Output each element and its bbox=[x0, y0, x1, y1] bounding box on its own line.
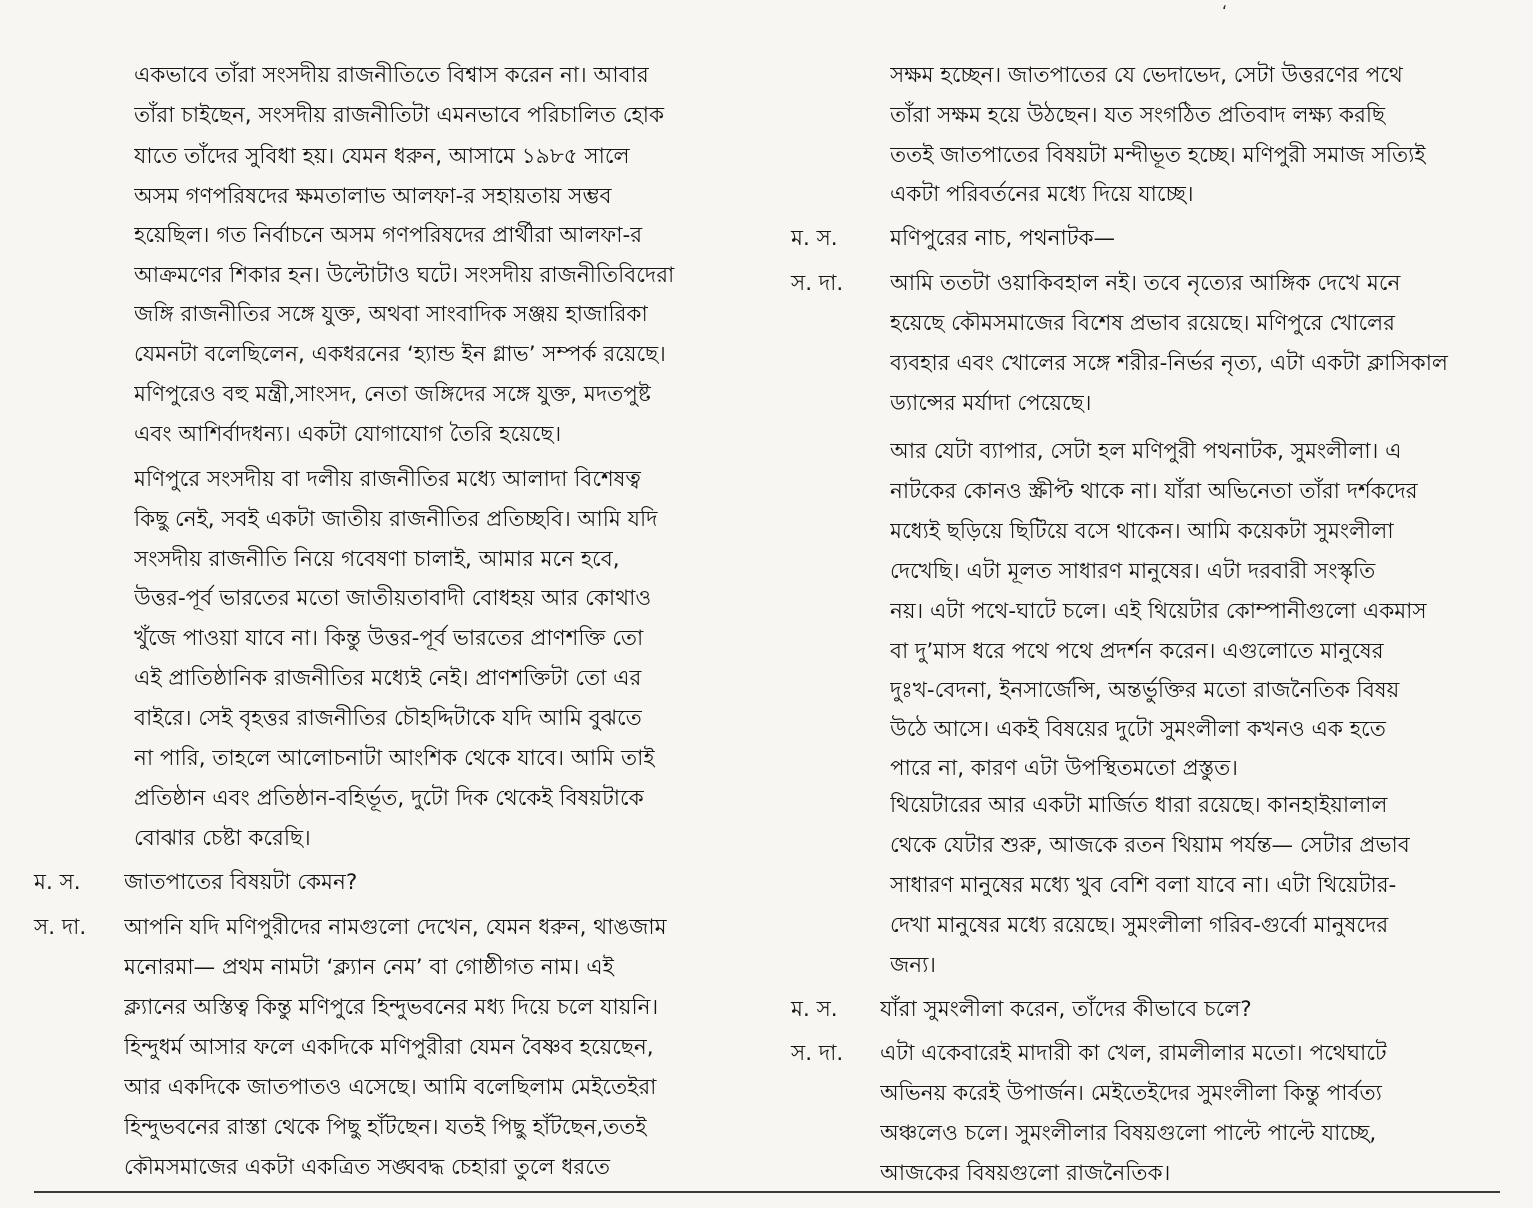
text-line: ড্যান্সের মর্যাদা পেয়েছে। bbox=[890, 391, 1092, 416]
text-line: যেমনটা বলেছিলেন, একধরনের ‘হ্যান্ড ইন গ্লাভ’ সম্পর্ক রয়েছে। bbox=[134, 342, 666, 367]
bottom-rule bbox=[34, 1191, 1500, 1193]
text-line: মণিপুরের নাচ, পথনাটক— bbox=[890, 226, 1115, 251]
text-line: এবং আশির্বাদধন্য। একটা যোগাযোগ তৈরি হয়েছে। bbox=[134, 422, 562, 447]
text-line: আপনি যদি মণিপুরীদের নামগুলো দেখেন, যেমন ধরুন, থাঙজাম bbox=[124, 915, 667, 940]
speaker-label: স. দা. bbox=[791, 271, 844, 296]
text-line: তাঁরা সক্ষম হয়ে উঠছেন। যত সংগঠিত প্রতিবাদ লক্ষ্য করছি bbox=[890, 103, 1386, 128]
text-line: হিন্দুভবনের রাস্তা থেকে পিছু হাঁটছেন। যতই পিছু হাঁটছেন,ততই bbox=[124, 1115, 647, 1140]
text-line: সাধারণ মানুষের মধ্যে খুব বেশি বলা যাবে না। এটা থিয়েটার- bbox=[890, 873, 1397, 898]
text-line: আর একদিকে জাতপাতও এসেছে। আমি বলেছিলাম মেইতেইরা bbox=[124, 1075, 657, 1100]
text-line: নাটকের কোনও স্ক্রীপ্ট থাকে না। যাঁরা অভিনেতা তাঁরা দর্শকদের bbox=[890, 479, 1418, 504]
text-line: বোঝার চেষ্টা করেছি। bbox=[134, 826, 311, 851]
text-line: থেকে যেটার শুরু, আজকে রতন থিয়াম পর্যন্ত— সেটার প্রভাব bbox=[890, 833, 1410, 858]
text-line: কিছু নেই, সবই একটা জাতীয় রাজনীতির প্রতিচ্ছবি। আমি যদি bbox=[134, 507, 658, 532]
text-line: জঙ্গি রাজনীতির সঙ্গে যুক্ত, অথবা সাংবাদিক সঞ্জয় হাজারিকা bbox=[134, 302, 648, 327]
text-line: ব্যবহার এবং খোলের সঙ্গে শরীর-নির্ভর নৃত্য, এটা একটা ক্লাসিকাল bbox=[890, 351, 1448, 376]
speaker-label: ম. স. bbox=[791, 997, 838, 1022]
text-line: তাঁরা চাইছেন, সংসদীয় রাজনীতিটা এমনভাবে পরিচালিত হোক bbox=[134, 103, 665, 128]
text-line: জন্য। bbox=[890, 953, 936, 978]
text-line: একভাবে তাঁরা সংসদীয় রাজনীতিতে বিশ্বাস করেন না। আবার bbox=[134, 63, 649, 88]
text-line: না পারি, তাহলে আলোচনাটা আংশিক থেকে যাবে। আমি তাই bbox=[134, 746, 655, 771]
speaker-label: স. দা. bbox=[791, 1041, 844, 1066]
text-line: প্রতিষ্ঠান এবং প্রতিষ্ঠান-বহির্ভূত, দুটো দিক থেকেই বিষয়টাকে bbox=[134, 786, 644, 811]
text-line: সংসদীয় রাজনীতি নিয়ে গবেষণা চালাই, আমার মনে হবে, bbox=[134, 547, 620, 572]
text-line: মধ্যেই ছড়িয়ে ছিটিয়ে বসে থাকেন। আমি কয়েকটা সুমংলীলা bbox=[890, 519, 1394, 544]
text-line: হিন্দুধর্ম আসার ফলে একদিকে মণিপুরীরা যেমন বৈষ্ণব হয়েছেন, bbox=[124, 1035, 654, 1060]
text-line: পারে না, কারণ এটা উপস্থিতমতো প্রস্তুত। bbox=[890, 756, 1238, 781]
text-line: এই প্রাতিষ্ঠানিক রাজনীতির মধ্যেই নেই। প্রাণশক্তিটা তো এর bbox=[134, 666, 642, 691]
text-line: মণিপুরে সংসদীয় বা দলীয় রাজনীতির মধ্যে আলাদা বিশেষত্ব bbox=[134, 467, 641, 492]
text-line: নয়। এটা পথে-ঘাটে চলে। এই থিয়েটার কোম্পানীগুলো একমাস bbox=[890, 599, 1427, 624]
text-line: দুঃখ-বেদনা, ইনসার্জেন্সি, অন্তর্ভুক্তির মতো রাজনৈতিক বিষয় bbox=[890, 678, 1400, 703]
text-line: খুঁজে পাওয়া যাবে না। কিন্তু উত্তর-পূর্ব ভারতের প্রাণশক্তি তো bbox=[134, 626, 644, 651]
text-line: অঞ্চলেও চলে। সুমংলীলার বিষয়গুলো পাল্টে পাল্টে যাচ্ছে, bbox=[880, 1121, 1377, 1146]
text-line: মনোরমা— প্রথম নামটা ‘ক্ল্যান নেম’ বা গোষ্ঠীগত নাম। এই bbox=[124, 955, 614, 980]
text-line: উঠে আসে। একই বিষয়ের দুটো সুমংলীলা কখনও এক হতে bbox=[890, 717, 1386, 742]
text-line: আজকের বিষয়গুলো রাজনৈতিক। bbox=[880, 1161, 1171, 1186]
text-line: উত্তর-পূর্ব ভারতের মতো জাতীয়তাবাদী বোধহয় আর কোথাও bbox=[134, 586, 652, 611]
text-line: আক্রমণের শিকার হন। উল্টোটাও ঘটে। সংসদীয় রাজনীতিবিদেরা bbox=[134, 263, 675, 288]
text-line: আর যেটা ব্যাপার, সেটা হল মণিপুরী পথনাটক, সুমংলীলা। এ bbox=[890, 439, 1402, 464]
text-line: এটা একেবারেই মাদারী কা খেল, রামলীলার মতো। পথেঘাটে bbox=[880, 1041, 1387, 1066]
text-line: জাতপাতের বিষয়টা কেমন? bbox=[124, 870, 358, 895]
text-line: হয়েছিল। গত নির্বাচনে অসম গণপরিষদের প্রার্থীরা আলফা-র bbox=[134, 223, 643, 248]
corner-mark: ʻ bbox=[1222, 2, 1228, 21]
text-line: অসম গণপরিষদের ক্ষমতালাভ আলফা-র সহায়তায় সম্ভব bbox=[134, 184, 612, 209]
text-line: কৌমসমাজের একটা একত্রিত সঙ্ঘবদ্ধ চেহারা তুলে ধরতে bbox=[124, 1155, 610, 1180]
text-line: যাঁরা সুমংলীলা করেন, তাঁদের কীভাবে চলে? bbox=[880, 997, 1252, 1022]
text-line: ততই জাতপাতের বিষয়টা মন্দীভূত হচ্ছে। মণিপুরী সমাজ সত্যিই bbox=[890, 143, 1426, 168]
text-line: অভিনয় করেই উপার্জন। মেইতেইদের সুমংলীলা কিন্তু পার্বত্য bbox=[880, 1081, 1382, 1106]
text-line: যাতে তাঁদের সুবিধা হয়। যেমন ধরুন, আসামে ১৯৮৫ সালে bbox=[134, 144, 630, 169]
speaker-label: ম. স. bbox=[34, 870, 81, 895]
text-line: দেখেছি। এটা মূলত সাধারণ মানুষের। এটা দরবারী সংস্কৃতি bbox=[890, 559, 1376, 584]
text-line: বাইরে। সেই বৃহত্তর রাজনীতির চৌহদ্দিটাকে যদি আমি বুঝতে bbox=[134, 706, 642, 731]
text-line: দেখা মানুষের মধ্যে রয়েছে। সুমংলীলা গরিব-গুর্বো মানুষদের bbox=[890, 913, 1389, 938]
speaker-label: ম. স. bbox=[791, 226, 838, 251]
text-line: একটা পরিবর্তনের মধ্যে দিয়ে যাচ্ছে। bbox=[890, 182, 1194, 207]
speaker-label: স. দা. bbox=[34, 915, 87, 940]
text-line: আমি ততটা ওয়াকিবহাল নই। তবে নৃত্যের আঙ্গিক দেখে মনে bbox=[890, 271, 1401, 296]
text-line: ক্ল্যানের অস্তিত্ব কিন্তু মণিপুরে হিন্দুভবনের মধ্য দিয়ে চলে যায়নি। bbox=[124, 995, 659, 1020]
text-line: হয়েছে কৌমসমাজের বিশেষ প্রভাব রয়েছে। মণিপুরে খোলের bbox=[890, 311, 1396, 336]
text-line: সক্ষম হচ্ছেন। জাতপাতের যে ভেদাভেদ, সেটা উত্তরণের পথে bbox=[890, 63, 1403, 88]
text-line: থিয়েটারের আর একটা মার্জিত ধারা রয়েছে। কানহাইয়ালাল bbox=[890, 793, 1388, 818]
text-line: বা দু’মাস ধরে পথে পথে প্রদর্শন করেন। এগুলোতে মানুষের bbox=[890, 639, 1384, 664]
text-line: মণিপুরেও বহু মন্ত্রী,সাংসদ, নেতা জঙ্গিদের সঙ্গে যুক্ত, মদতপুষ্ট bbox=[134, 382, 651, 407]
